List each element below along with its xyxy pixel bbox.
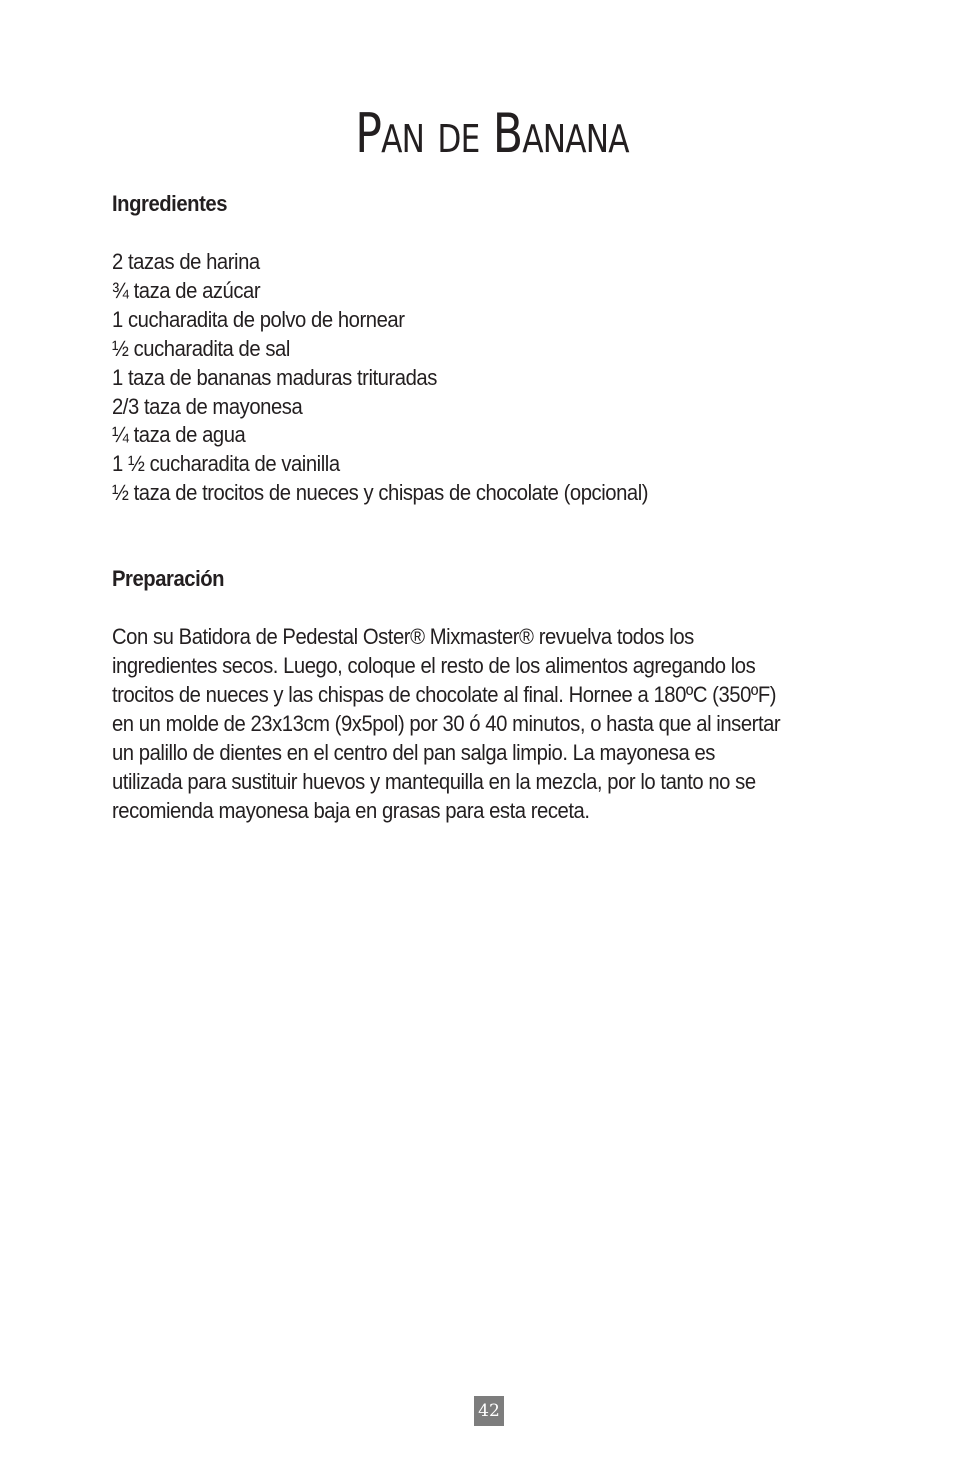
preparation-line: Con su Batidora de Pedestal Oster® Mixmaster® revuelva todos los [112, 624, 694, 650]
preparation-line: un palillo de dientes en el centro del pan salga limpio. La mayonesa es [112, 739, 715, 765]
preparation-line: recomienda mayonesa baja en grasas para esta receta. [112, 797, 590, 823]
ingredient-item: ¾ taza de azúcar [112, 277, 261, 303]
page-title: Pan de Banana [355, 102, 629, 165]
recipe-content [112, 190, 882, 826]
preparation-line: ingredientes secos. Luego, coloque el resto de los alimentos agregando los [112, 653, 756, 679]
ingredient-item: ¼ taza de agua [112, 422, 246, 448]
preparation-heading: Preparación [112, 566, 225, 592]
preparation-line: en un molde de 23x13cm (9x5pol) por 30 ó 40 minutos, o hasta que al insertar [112, 710, 781, 736]
ingredient-list [112, 248, 780, 508]
ingredient-item: 2/3 taza de mayonesa [112, 393, 303, 419]
ingredient-item: ½ cucharadita de sal [112, 335, 290, 361]
ingredient-item: 1 taza de bananas maduras trituradas [112, 364, 437, 390]
ingredient-item: 1 cucharadita de polvo de hornear [112, 306, 405, 332]
preparation-line: utilizada para sustituir huevos y mantequilla en la mezcla, por lo tanto no se [112, 768, 756, 794]
recipe-text-block [112, 190, 780, 826]
ingredient-item: 2 tazas de harina [112, 249, 260, 274]
ingredients-heading: Ingredientes [112, 191, 228, 216]
preparation-text [112, 623, 780, 825]
page-number: 42 [474, 1396, 504, 1426]
preparation-line: trocitos de nueces y las chispas de chocolate al final. Hornee a 180ºC (350ºF) [112, 681, 777, 707]
ingredient-item: 1 ½ cucharadita de vainilla [112, 451, 340, 477]
ingredient-item: ½ taza de trocitos de nueces y chispas de chocolate (opcional) [112, 480, 649, 506]
